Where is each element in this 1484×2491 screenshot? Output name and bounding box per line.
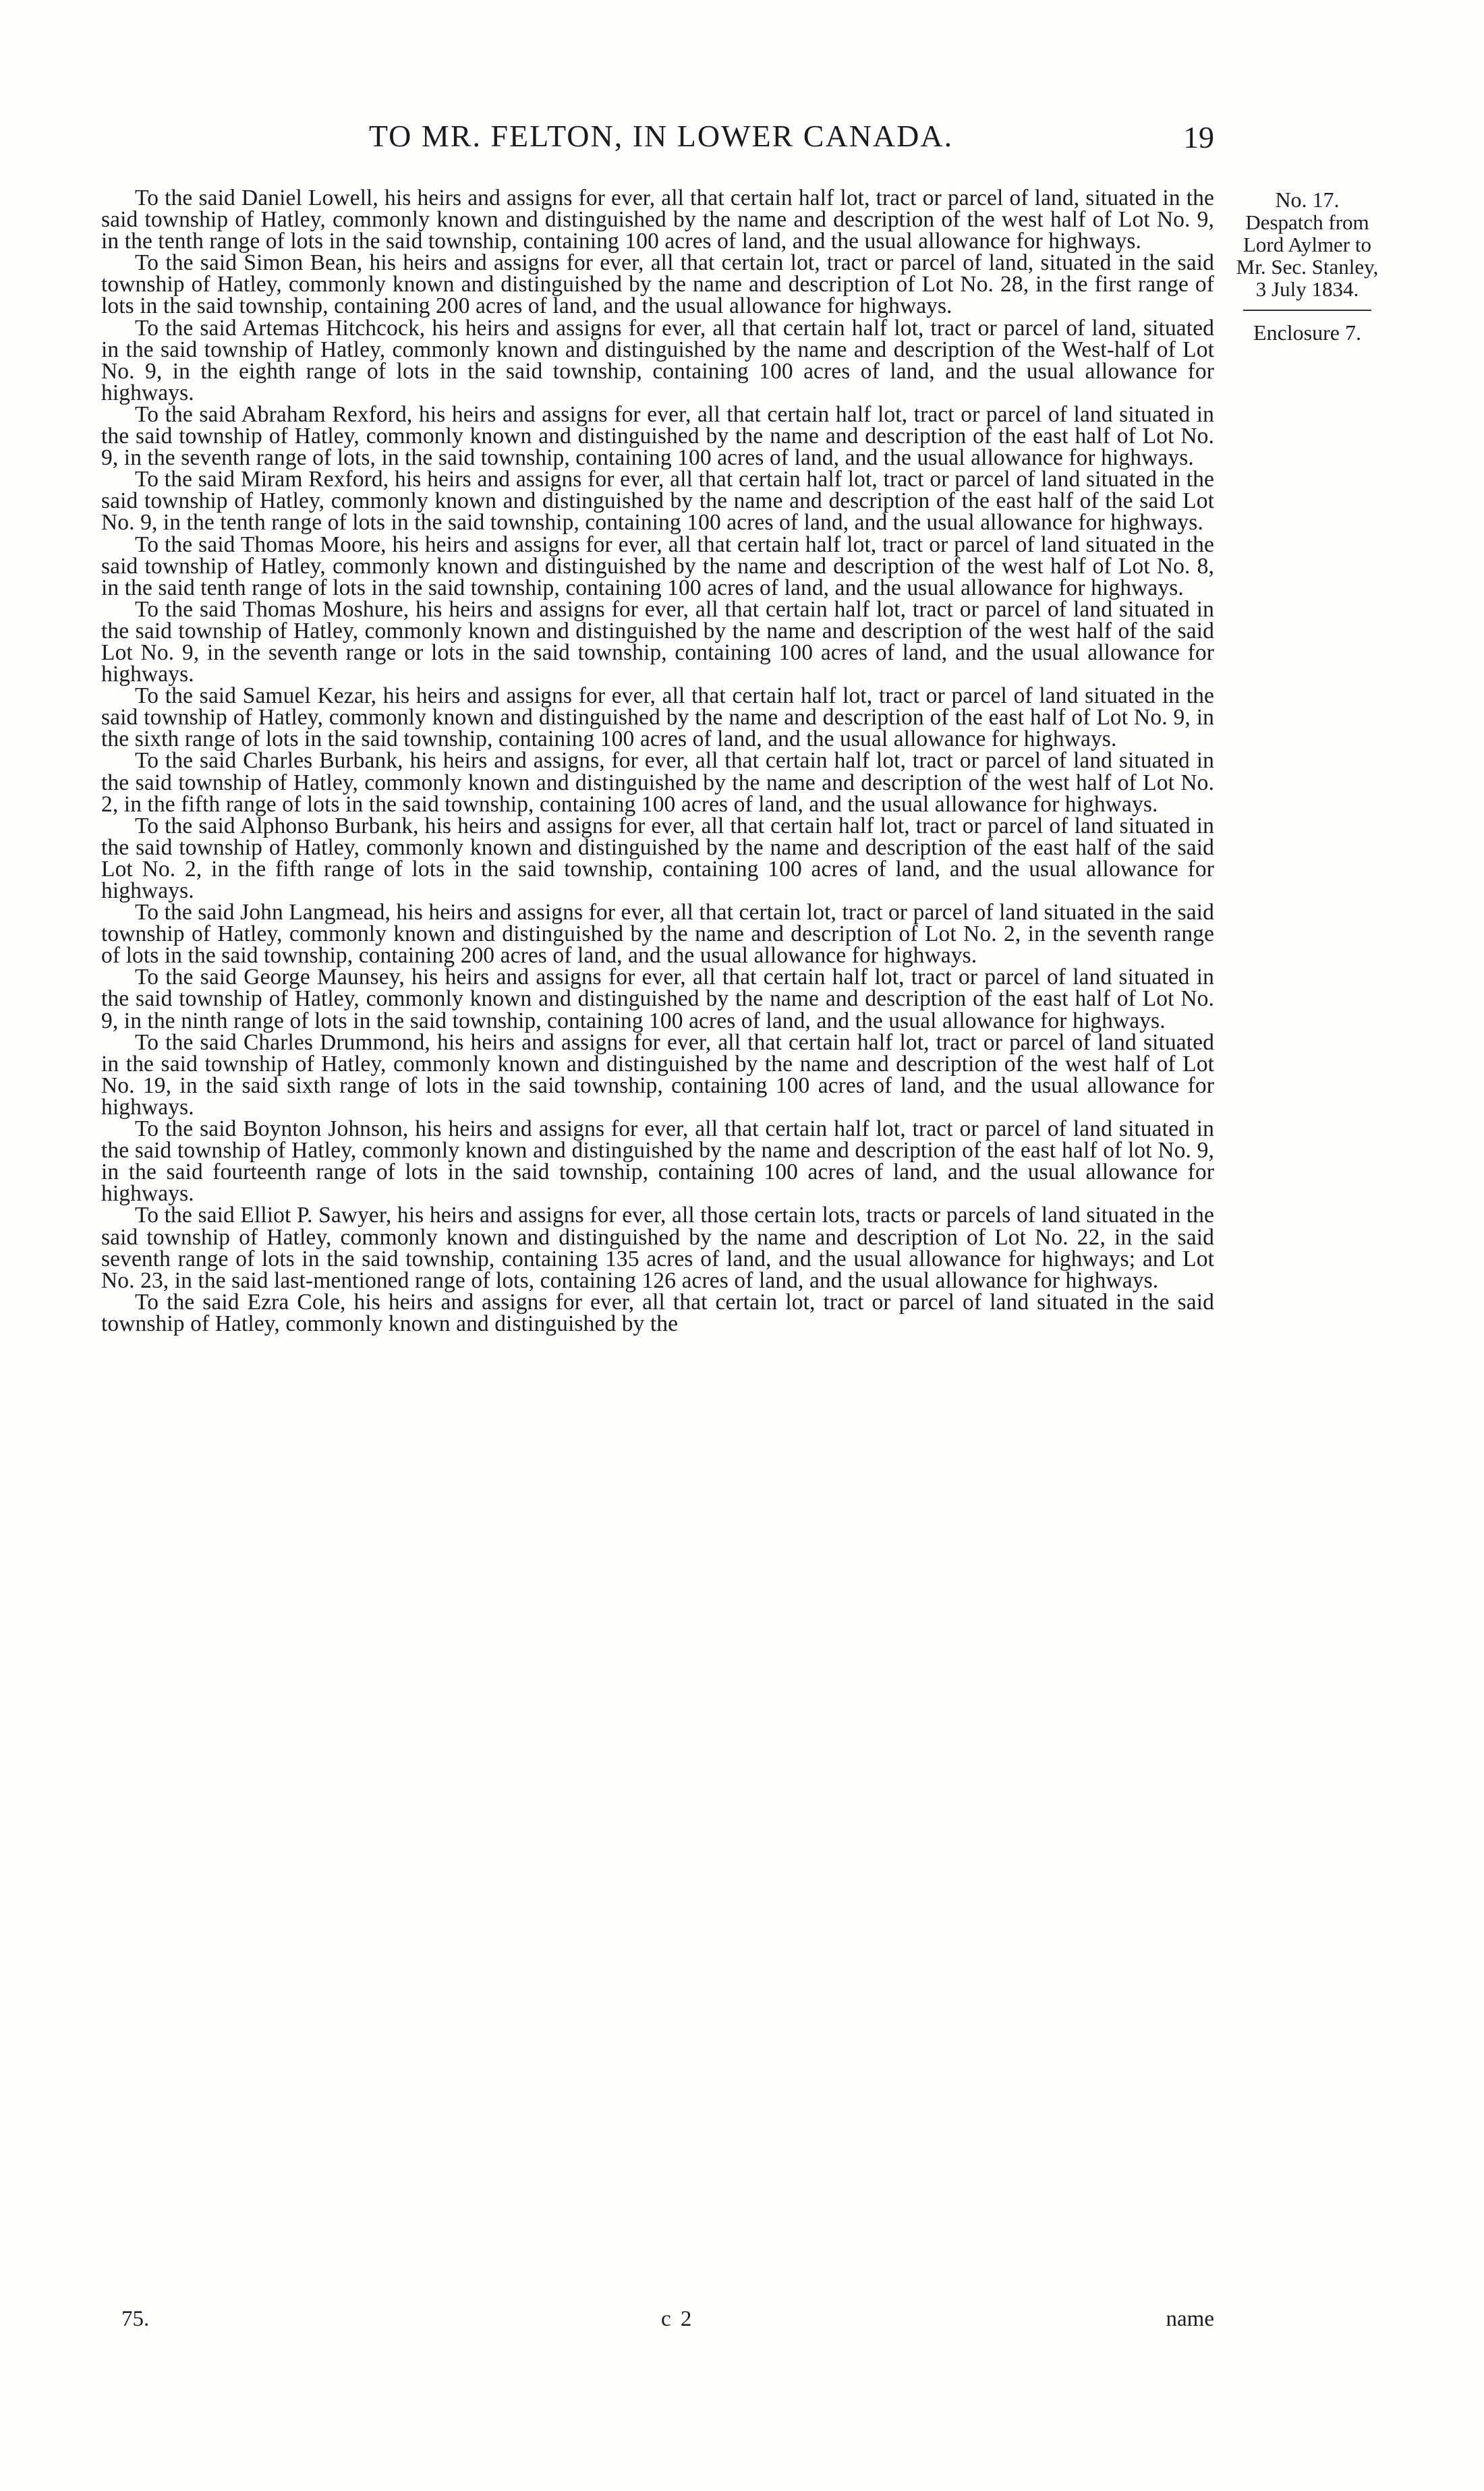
grant-paragraph: To the said Thomas Moore, his heirs and assigns for ever, all that certain half lot, tract or parcel of land situated in the said township of Hatley, commonly known and distinguished by the name and description of the west half of Lot No. 8, in the said tenth range of lots in the said township, containing 100 acres of land, and the usual allowance for highways. xyxy=(101,532,1214,600)
sheet-signature: c 2 xyxy=(661,2307,694,2331)
grant-paragraph: To the said Daniel Lowell, his heirs and assigns for ever, all that certain half lot, tract or parcel of land, situated in the said township of Hatley, commonly known and distinguished by the name and description of the west half of Lot No. 9, in the tenth range of lots in the said township, containing 100 acres of land, and the usual allowance for highways. xyxy=(101,185,1214,254)
enclosure-label: Enclosure 7. xyxy=(1253,320,1361,345)
grant-paragraph: To the said Abraham Rexford, his heirs and assigns for ever, all that certain half lot, tract or parcel of land situated in the said township of Hatley, commonly known and distinguished by the name and description of the east half of Lot No. 9, in the seventh range of lots, in the said township, containing 100 acres of land, and the usual allowance for highways. xyxy=(101,401,1214,471)
page-header xyxy=(108,118,1214,159)
grant-paragraph: To the said Thomas Moshure, his heirs and assigns for ever, all that certain half lot, tract or parcel of land situated in the said township of Hatley, commonly known and distinguished by the name and description of the west half of the said Lot No. 9, in the seventh range or lots in the said township, containing 100 acres of land, and the usual allowance for highways. xyxy=(101,596,1214,687)
grant-paragraph: To the said Charles Drummond, his heirs and assigns for ever, all that certain half lot, tract or parcel of land situated in the said township of Hatley, commonly known and distinguished by the name and description of the west half of Lot No. 19, in the said sixth range of lots in the said township, containing 100 acres of land, and the usual allowance for highways. xyxy=(101,1029,1214,1120)
body-text xyxy=(101,185,1214,1336)
grant-paragraph: To the said Boynton Johnson, his heirs and assigns for ever, all that certain half lot, tract or parcel of land situated in the said township of Hatley, commonly known and distinguished by the name and description of the east half of lot No. 9, in the said fourteenth range of lots in the said township, containing 100 acres of land, and the usual allowance for highways. xyxy=(101,1116,1214,1207)
grant-paragraph: To the said Alphonso Burbank, his heirs and assigns for ever, all that certain half lot, tract or parcel of land situated in the said township of Hatley, commonly known and distinguished by the name and description of the east half of the said Lot No. 2, in the fifth range of lots in the said township, containing 100 acres of land, and the usual allowance for highways. xyxy=(101,813,1214,903)
signature-mark: 75. xyxy=(121,2307,150,2331)
margin-divider xyxy=(1243,310,1371,311)
grant-paragraph: To the said Samuel Kezar, his heirs and assigns for ever, all that certain half lot, tract or parcel of land situated in the said township of Hatley, commonly known and distinguished by the name and description of the east half of Lot No. 9, in the sixth range of lots in the said township, containing 100 acres of land, and the usual allowance for highways. xyxy=(101,683,1214,752)
grant-paragraph: To the said Ezra Cole, his heirs and assigns for ever, all that certain lot, tract or parcel of land situated in the said township of Hatley, commonly known and distinguished by the xyxy=(101,1289,1214,1336)
grant-paragraph: To the said Simon Bean, his heirs and assigns for ever, all that certain lot, tract or parcel of land, situated in the said township of Hatley, commonly known and distinguished by the name and description of Lot No. 28, in the first range of lots in the said township, containing 200 acres of land, and the usual allowance for highways. xyxy=(101,250,1214,319)
despatch-line: Lord Aylmer to xyxy=(1243,233,1371,256)
catchword: name xyxy=(1166,2307,1214,2331)
grant-paragraph: To the said Charles Burbank, his heirs and assigns, for ever, all that certain half lot, tract or parcel of land situated in the said township of Hatley, commonly known and distinguished by the name and description of the west half of Lot No. 2, in the fifth range of lots in the said township, containing 100 acres of land, and the usual allowance for highways. xyxy=(101,748,1214,817)
margin-note xyxy=(1226,189,1388,344)
page-number: 19 xyxy=(1183,120,1214,154)
despatch-line: Despatch from xyxy=(1245,210,1369,234)
grant-paragraph: To the said John Langmead, his heirs and assigns for ever, all that certain lot, tract or parcel of land situated in the said township of Hatley, commonly known and distinguished by the name and description of Lot No. 2, in the seventh range of lots in the said township, containing 200 acres of land, and the usual allowance for highways. xyxy=(101,900,1214,969)
page-footer xyxy=(121,2307,1214,2334)
grant-paragraph: To the said George Maunsey, his heirs and assigns for ever, all that certain half lot, tract or parcel of land situated in the said township of Hatley, commonly known and distinguished by the name and description of the east half of Lot No. 9, in the ninth range of lots in the said township, containing 100 acres of land, and the usual allowance for highways. xyxy=(101,965,1214,1033)
despatch-date: 3 July 1834. xyxy=(1255,277,1359,301)
grant-paragraph: To the said Artemas Hitchcock, his heirs and assigns for ever, all that certain half lot, tract or parcel of land, situated in the said township of Hatley, commonly known and distinguished by the name and description of the West-half of Lot No. 9, in the eighth range of lots in the said township, containing 100 acres of land, and the usual allowance for highways. xyxy=(101,315,1214,405)
grant-paragraph: To the said Elliot P. Sawyer, his heirs and assigns for ever, all those certain lots, tracts or parcels of land situated in the said township of Hatley, commonly known and distinguished by the name and description of Lot No. 22, in the said seventh range of lots in the said township, containing 135 acres of land, and the usual allowance for highways; and Lot No. 23, in the said last-mentioned range of lots, containing 126 acres of land, and the usual allowance for highways. xyxy=(101,1203,1214,1293)
despatch-number: No. 17. xyxy=(1275,188,1340,212)
despatch-line: Mr. Sec. Stanley, xyxy=(1236,255,1379,279)
grant-paragraph: To the said Miram Rexford, his heirs and assigns for ever, all that certain half lot, tract or parcel of land situated in the said township of Hatley, commonly known and distinguished by the name and description of the east half of the said Lot No. 9, in the tenth range of lots in the said township, containing 100 acres of land, and the usual allowance for highways. xyxy=(101,467,1214,536)
running-head: TO MR. FELTON, IN LOWER CANADA. xyxy=(368,119,954,153)
